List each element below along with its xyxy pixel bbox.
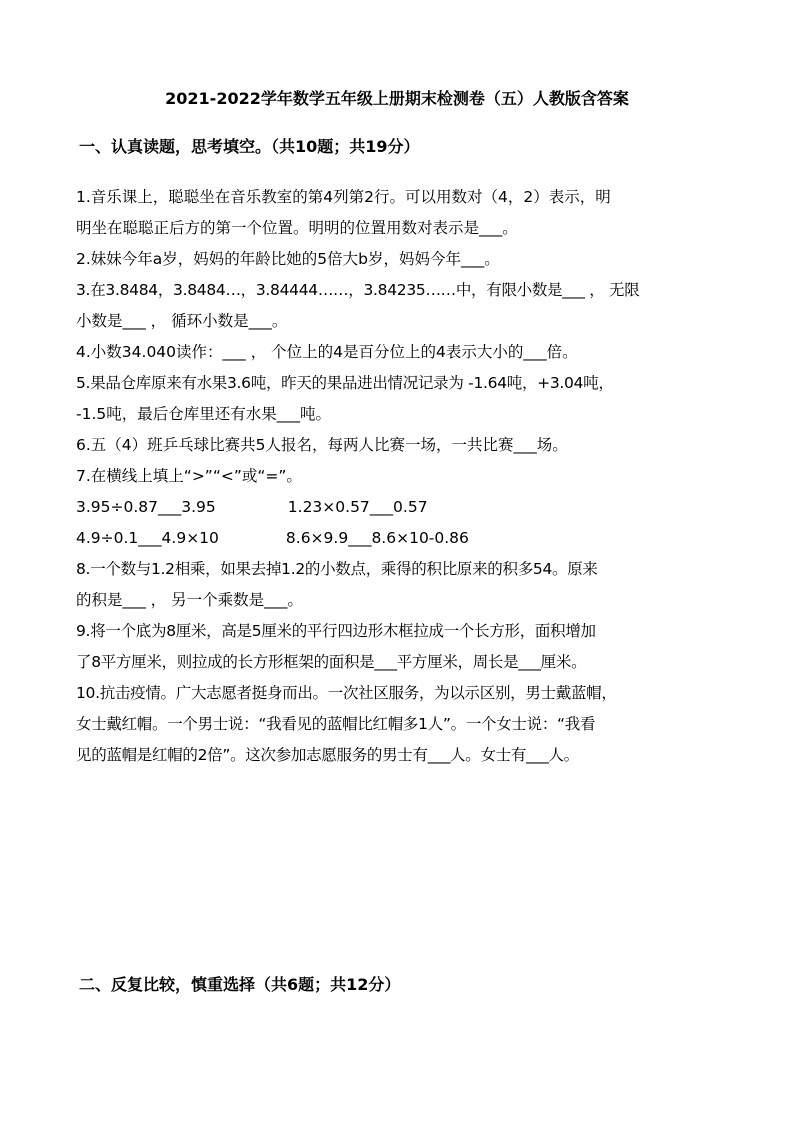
question-list [76,182,722,771]
question-4: 4.小数34.040读作：___ ， 个位上的4是百分位上的4表示大小的___倍。 [76,343,578,361]
question-10-line-3: 见的蓝帽是红帽的2倍”。这次参加志愿服务的男士有___人。女士有___人。 [76,746,579,764]
question-7-item-1: 3.95÷0.87___3.95 [76,498,216,516]
question-1-line-1: 1.音乐课上，聪聪坐在音乐教室的第4列第2行。可以用数对（4，2）表示，明 [76,188,611,206]
question-5-line-2: -1.5吨，最后仓库里还有水果___吨。 [76,405,331,423]
question-10-line-1: 10.抗击疫情。广大志愿者挺身而出。一次社区服务，为以示区别，男士戴蓝帽， [76,684,617,702]
section-heading-multiple-choice: 二、反复比较，慎重选择（共6题；共12分） [79,975,401,994]
question-8-line-1: 8.一个数与1.2相乘，如果去掉1.2的小数点，乘得的积比原来的积多54。原来 [76,560,598,578]
question-6: 6.五（4）班乒乓球比赛共5人报名，每两人比赛一场，一共比赛___场。 [76,436,568,454]
question-3-line-2: 小数是___ ， 循环小数是___。 [76,312,288,330]
question-7-item-3: 4.9÷0.1___4.9×10 [76,529,219,547]
question-7-row-2 [76,523,722,554]
question-3-line-1: 3.在3.8484，3.8484…，3.84444……，3.84235……中，有限小数是___ ， 无限 [76,281,640,299]
question-10-line-2: 女士戴红帽。一个男士说：“我看见的蓝帽比红帽多1人”。一个女士说：“我看 [76,715,596,733]
page-title: 2021-2022学年数学五年级上册期末检测卷（五）人教版含答案 [165,89,629,108]
question-2: 2.妹妹今年a岁，妈妈的年龄比她的5倍大b岁，妈妈今年___。 [76,250,500,268]
question-7-row-1 [76,492,722,523]
question-8-line-2: 的积是___ ， 另一个乘数是___。 [76,591,303,609]
question-5-line-1: 5.果品仓库原来有水果3.6吨，昨天的果品进出情况记录为 -1.64吨，+3.04吨， [76,374,614,392]
question-7-item-4: 8.6×9.9___8.6×10-0.86 [285,529,469,547]
section-heading-fill-in: 一、认真读题，思考填空。（共10题；共19分） [79,137,420,156]
question-9-line-1: 9.将一个底为8厘米，高是5厘米的平行四边形木框拉成一个长方形，面积增加 [76,622,596,640]
question-7-item-2: 1.23×0.57___0.57 [287,498,428,516]
question-9-line-2: 了8平方厘米，则拉成的长方形框架的面积是___平方厘米，周长是___厘米。 [76,653,587,671]
question-7: 7.在横线上填上“>”“<”或“=”。 [76,467,302,485]
question-1-line-2: 明坐在聪聪正后方的第一个位置。明明的位置用数对表示是___。 [76,219,518,237]
